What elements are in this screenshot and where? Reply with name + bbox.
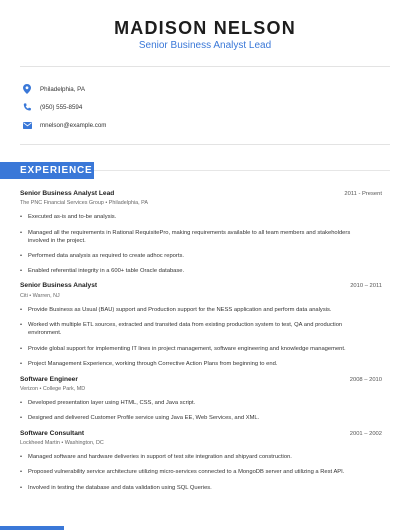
bullet-dot: • xyxy=(20,307,23,313)
contact-divider xyxy=(20,144,390,145)
job-title: Software Consultant xyxy=(20,430,85,437)
job-bullet: • Project Management Experience, working through Corrective Action Plans from beginning to end. xyxy=(20,361,278,367)
bullet-dot: • xyxy=(20,214,23,220)
job-bullet: • Enabled referential integrity in a 600+ table Oracle database. xyxy=(20,268,185,274)
contact-email xyxy=(22,119,106,131)
job-bullet: • Performed data analysis as required to create adhoc reports. xyxy=(20,253,184,259)
job-bullet: • Managed software and hardware deliveries in support of test site integration and shipyard construction. xyxy=(20,454,292,460)
candidate-title: Senior Business Analyst Lead xyxy=(138,40,272,51)
job-title: Senior Business Analyst xyxy=(20,282,98,289)
bullet-dot: • xyxy=(20,361,23,367)
bullet-dot: • xyxy=(20,230,23,236)
job-bullet: • Executed as-is and to-be analysis. xyxy=(20,214,117,220)
bullet-dot: • xyxy=(20,485,23,491)
bullet-dot: • xyxy=(20,322,23,328)
bullet-dot: • xyxy=(20,415,23,421)
contact-location-text: Philadelphia, PA xyxy=(40,85,85,93)
email-icon xyxy=(22,120,32,130)
job-bullet: • Developed presentation layer using HTML, CSS, and Java script. xyxy=(20,400,196,406)
candidate-name: MADISON NELSON xyxy=(114,18,296,38)
job-date: 2008 – 2010 xyxy=(349,377,382,383)
contact-phone xyxy=(22,101,82,113)
job-bullet: • Involved in testing the database and data validation using SQL Queries. xyxy=(20,485,212,491)
job-organization: Citi • Warren, NJ xyxy=(20,293,60,299)
bullet-dot: • xyxy=(20,454,23,460)
job-organization: Lockheed Martin • Washington, DC xyxy=(20,440,104,446)
experience-rule xyxy=(94,170,390,171)
contact-phone-text: (950) 555-8594 xyxy=(40,103,83,111)
contact-location xyxy=(22,83,85,95)
job-bullet: • Worked with multiple ETL sources, extracted and transited data from existing production system to test, QA and production environment. xyxy=(20,322,343,337)
phone-icon xyxy=(22,102,32,112)
job-organization: The PNC Financial Services Group • Philadelphia, PA xyxy=(20,200,148,206)
bullet-dot: • xyxy=(20,346,23,352)
job-title: Senior Business Analyst Lead xyxy=(20,190,115,197)
job-organization: Verizon • College Park, MD xyxy=(20,386,86,392)
job-date: 2011 - Present xyxy=(344,191,382,197)
experience-heading: EXPERIENCE xyxy=(0,162,94,179)
bullet-dot: • xyxy=(20,469,23,475)
job-date: 2010 – 2011 xyxy=(350,283,382,289)
bullet-dot: • xyxy=(20,268,23,274)
next-section-bar xyxy=(0,526,64,530)
job-bullet: • Managed all the requirements in Rational RequisitePro, making requirements available to all team members and stakeholders involved in the project. xyxy=(20,230,351,245)
bullet-dot: • xyxy=(20,400,23,406)
contact-email-text: mnelson@example.com xyxy=(40,121,107,129)
job-bullet: • Proposed vulnerability service architecture utilizing micro-services connected to a MongoDB server and utilizing a Rest API. xyxy=(20,469,345,475)
bullet-dot: • xyxy=(20,253,23,259)
header-divider xyxy=(20,66,390,67)
job-bullet: • Provide global support for implementing IT lines in project management, software engineering and knowledge management. xyxy=(20,346,346,352)
job-date: 2001 – 2002 xyxy=(349,431,382,437)
job-bullet: • Provide Business as Usual (BAU) support and Production support for the NESS application and perform data analysis. xyxy=(20,307,332,313)
job-title: Software Engineer xyxy=(20,376,78,383)
job-bullet: • Designed and delivered Customer Profile service using Java EE, Web Services, and XML. xyxy=(20,415,260,421)
location-pin-icon xyxy=(22,84,32,94)
